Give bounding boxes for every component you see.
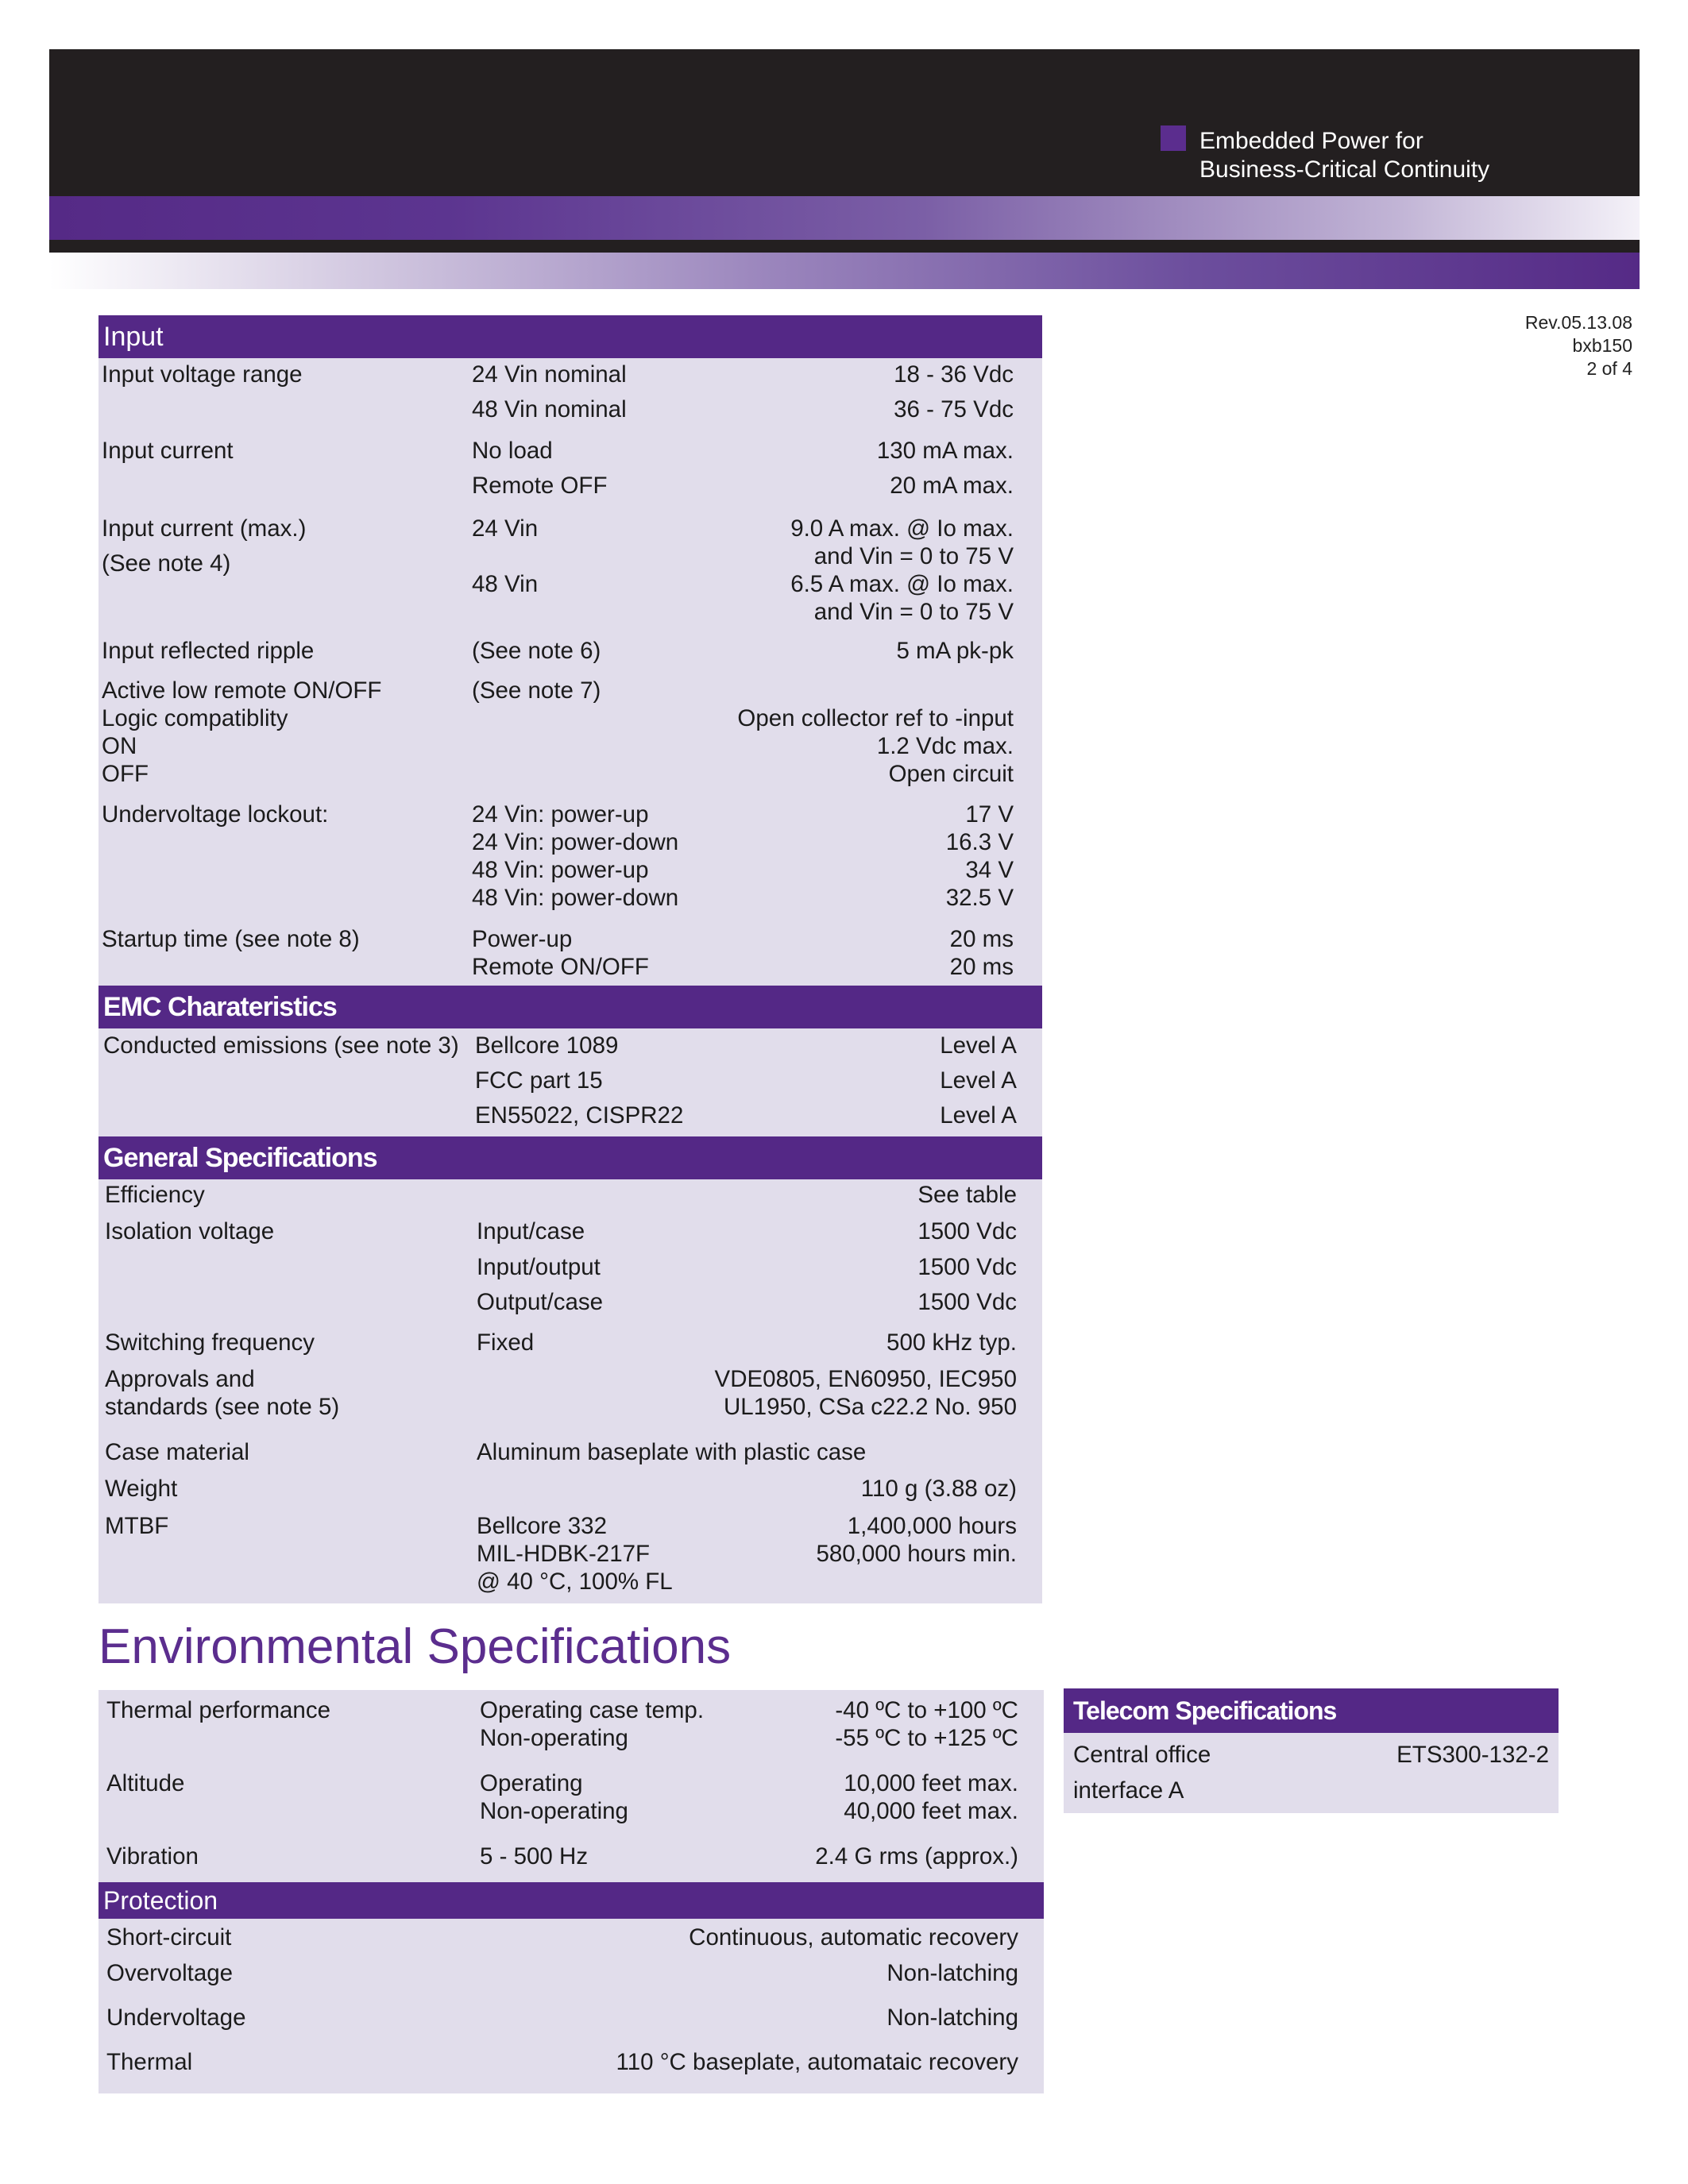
spec-condition: 5 - 500 Hz	[480, 1843, 589, 1870]
spec-condition: (See note 7)	[472, 677, 601, 704]
spec-label: Startup time (see note 8)	[102, 926, 360, 952]
spec-value: 1,400,000 hours	[847, 1513, 1017, 1539]
spec-label: Input current	[102, 438, 234, 464]
spec-value: and Vin = 0 to 75 V	[813, 599, 1014, 625]
spec-condition: Non-operating	[480, 1798, 628, 1824]
spec-value: 1500 Vdc	[917, 1254, 1017, 1280]
spec-condition: Power-up	[472, 926, 573, 952]
spec-value: Non-latching	[886, 1960, 1018, 1986]
spec-label: standards (see note 5)	[105, 1394, 340, 1420]
spec-condition: 24 Vin nominal	[472, 361, 627, 388]
protection-section	[98, 1882, 1044, 2093]
header-gradient-band	[49, 196, 1640, 240]
page-info	[1525, 311, 1632, 380]
header-divider	[49, 240, 1640, 253]
spec-label: Vibration	[106, 1843, 199, 1870]
revision: Rev.05.13.08	[1524, 312, 1632, 333]
spec-value: 18 - 36 Vdc	[894, 361, 1014, 388]
spec-condition: 48 Vin nominal	[472, 396, 627, 423]
spec-label: Efficiency	[105, 1182, 205, 1208]
spec-label: Logic compatiblity	[102, 705, 288, 731]
spec-value: 1500 Vdc	[917, 1289, 1017, 1315]
spec-value: 5 mA pk-pk	[896, 638, 1014, 664]
header-gradient-band-lower	[49, 253, 1640, 289]
spec-label: Input voltage range	[102, 361, 303, 388]
spec-value: Continuous, automatic recovery	[689, 1924, 1018, 1951]
spec-label: Input reflected ripple	[102, 638, 315, 664]
spec-value: 20 ms	[949, 926, 1014, 952]
spec-condition: Output/case	[477, 1289, 604, 1315]
spec-label: Input current (max.)	[102, 515, 307, 542]
spec-value: 16.3 V	[945, 829, 1014, 855]
spec-label: Thermal	[106, 2049, 193, 2075]
spec-condition: Operating case temp.	[480, 1697, 705, 1723]
spec-label: MTBF	[105, 1513, 169, 1539]
spec-value: 580,000 hours min.	[816, 1541, 1017, 1567]
spec-condition: 24 Vin: power-up	[472, 801, 649, 828]
spec-value: Level A	[940, 1102, 1017, 1129]
spec-label: OFF	[102, 761, 149, 787]
spec-condition: Remote ON/OFF	[472, 954, 649, 980]
spec-value: 500 kHz typ.	[886, 1329, 1017, 1356]
emc-section	[98, 986, 1042, 1136]
general-section	[98, 1136, 1042, 1603]
spec-condition: Fixed	[477, 1329, 535, 1356]
spec-condition: FCC part 15	[475, 1067, 603, 1094]
spec-value: 40,000 feet max.	[844, 1798, 1018, 1824]
spec-value: 110 g (3.88 oz)	[860, 1476, 1017, 1502]
spec-condition: 48 Vin	[472, 571, 539, 597]
spec-value: 17 V	[965, 801, 1014, 828]
spec-value: 1.2 Vdc max.	[876, 733, 1014, 759]
spec-label: Undervoltage	[106, 2005, 246, 2031]
spec-label: Short-circuit	[106, 1924, 232, 1951]
spec-condition: Operating	[480, 1770, 583, 1796]
telecom-section	[1064, 1688, 1559, 1813]
brand-square-icon	[1161, 125, 1186, 151]
tagline-line-1: Embedded Power for	[1199, 128, 1423, 154]
spec-value: Level A	[940, 1032, 1017, 1059]
spec-condition: Non-operating	[480, 1725, 628, 1751]
spec-condition: 24 Vin	[472, 515, 539, 542]
page-section-heading: Environmental Specifications	[98, 1619, 732, 1674]
spec-condition: Bellcore 332	[477, 1513, 607, 1539]
spec-value: 130 mA max.	[876, 438, 1014, 464]
section-title-telecom: Telecom Specifications	[1064, 1688, 1559, 1733]
spec-condition: Input/case	[477, 1218, 585, 1244]
spec-label: Approvals and	[105, 1366, 255, 1392]
spec-label: Altitude	[106, 1770, 185, 1796]
spec-label: Central office	[1073, 1742, 1211, 1768]
spec-value: 9.0 A max. @ Io max.	[790, 515, 1014, 542]
spec-condition: No load	[472, 438, 553, 464]
spec-label-note: (See note 4)	[102, 550, 231, 577]
spec-label: interface A	[1073, 1777, 1184, 1804]
spec-condition: 48 Vin: power-down	[472, 885, 679, 911]
spec-value: and Vin = 0 to 75 V	[813, 543, 1014, 569]
spec-value: Open circuit	[888, 761, 1014, 787]
spec-value: Open collector ref to -input	[737, 705, 1014, 731]
spec-label: Case material	[105, 1439, 249, 1465]
spec-label: Thermal performance	[106, 1697, 330, 1723]
spec-label: Isolation voltage	[105, 1218, 275, 1244]
spec-label: Conducted emissions (see note 3)	[103, 1032, 459, 1059]
section-title-protection: Protection	[98, 1882, 1044, 1919]
spec-condition: (See note 6)	[472, 638, 601, 664]
spec-value: 34 V	[965, 857, 1014, 883]
spec-value: See table	[917, 1182, 1017, 1208]
spec-value: 2.4 G rms (approx.)	[815, 1843, 1018, 1870]
section-title-general: General Specifications	[98, 1136, 1042, 1179]
spec-label: ON	[102, 733, 137, 759]
spec-value: ETS300-132-2	[1396, 1742, 1549, 1768]
spec-condition: EN55022, CISPR22	[475, 1102, 684, 1129]
spec-value: 10,000 feet max.	[844, 1770, 1018, 1796]
spec-value: 6.5 A max. @ Io max.	[790, 571, 1014, 597]
model-number: bxb150	[1572, 335, 1632, 356]
spec-value: Non-latching	[886, 2005, 1018, 2031]
spec-value: 1500 Vdc	[917, 1218, 1017, 1244]
spec-label: Switching frequency	[105, 1329, 315, 1356]
spec-value: UL1950, CSa c22.2 No. 950	[724, 1394, 1017, 1420]
section-title-emc: EMC Charateristics	[98, 986, 1042, 1028]
spec-value: 110 °C baseplate, automataic recovery	[616, 2049, 1018, 2075]
spec-label: Active low remote ON/OFF	[102, 677, 382, 704]
spec-condition: Remote OFF	[472, 473, 608, 499]
spec-condition: @ 40 °C, 100% FL	[477, 1569, 673, 1595]
spec-value: 20 ms	[949, 954, 1014, 980]
spec-condition: Aluminum baseplate with plastic case	[477, 1439, 867, 1465]
spec-label: Undervoltage lockout:	[102, 801, 329, 828]
spec-label: Weight	[105, 1476, 178, 1502]
spec-value: 32.5 V	[945, 885, 1014, 911]
spec-condition: Input/output	[477, 1254, 601, 1280]
spec-value: -55 ºC to +125 ºC	[835, 1725, 1018, 1751]
spec-value: -40 ºC to +100 ºC	[835, 1697, 1018, 1723]
spec-condition: 48 Vin: power-up	[472, 857, 649, 883]
spec-value: 36 - 75 Vdc	[894, 396, 1014, 423]
spec-condition: Bellcore 1089	[475, 1032, 619, 1059]
section-title-input: Input	[98, 315, 1042, 358]
environmental-section	[98, 1690, 1044, 1882]
spec-condition: MIL-HDBK-217F	[477, 1541, 651, 1567]
spec-condition: 24 Vin: power-down	[472, 829, 679, 855]
spec-value: 20 mA max.	[890, 473, 1014, 499]
page-number: 2 of 4	[1586, 358, 1632, 379]
input-section	[98, 315, 1042, 986]
tagline-line-2: Business-Critical Continuity	[1199, 156, 1490, 183]
spec-value: Level A	[940, 1067, 1017, 1094]
spec-value: VDE0805, EN60950, IEC950	[714, 1366, 1017, 1392]
spec-label: Overvoltage	[106, 1960, 234, 1986]
